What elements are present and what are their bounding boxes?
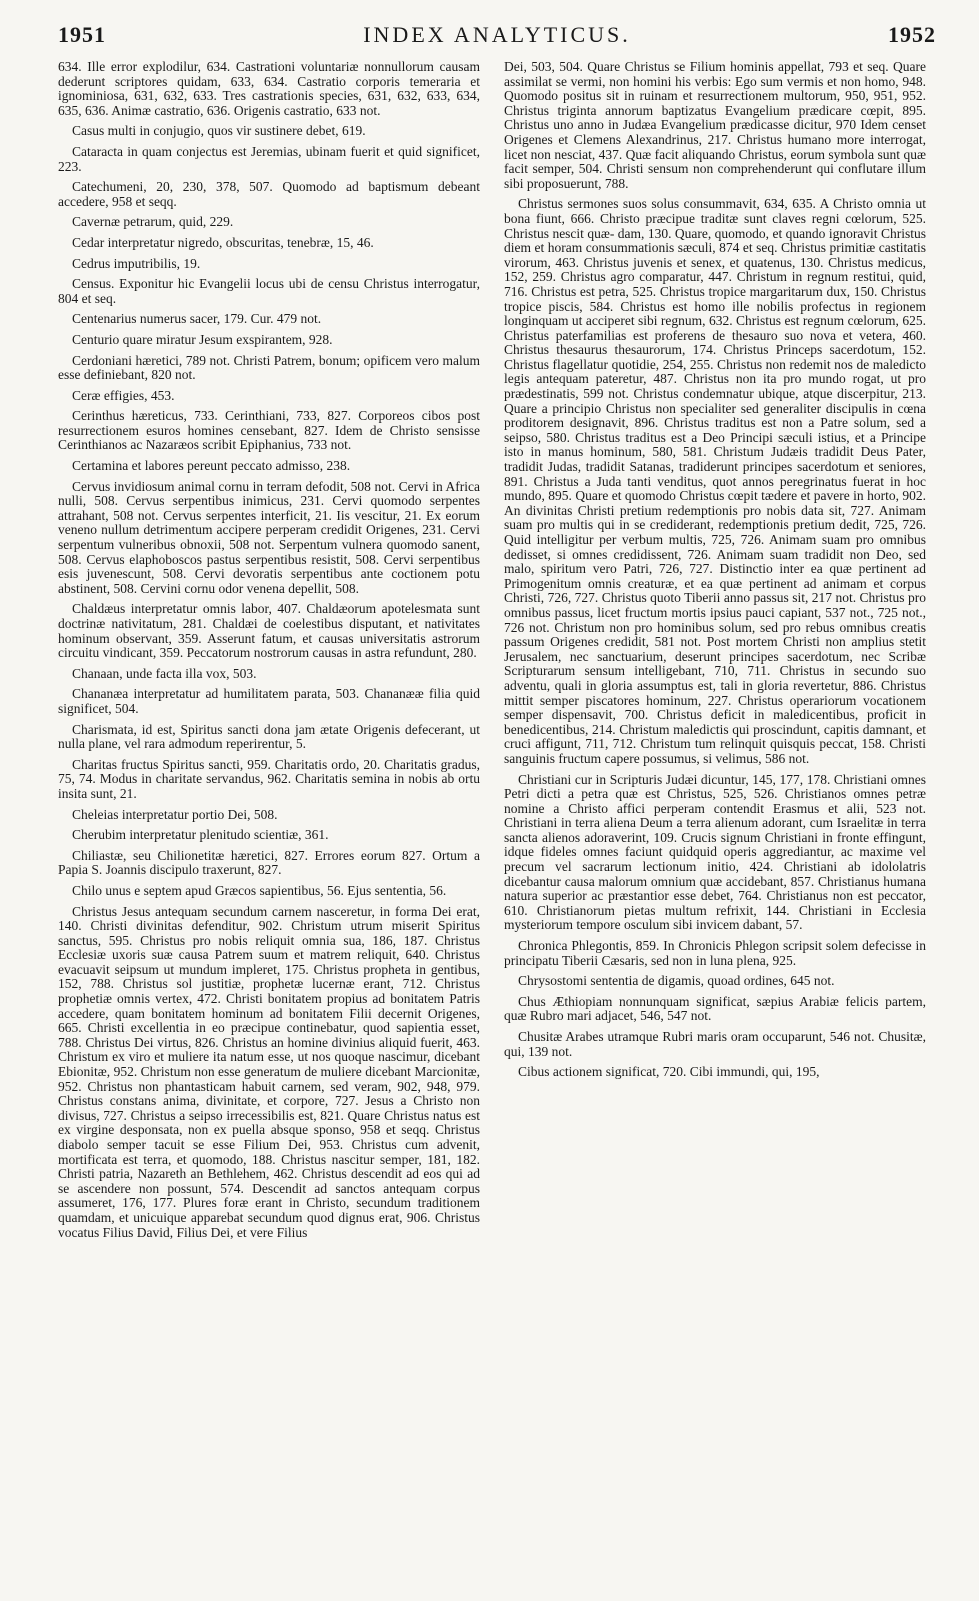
index-entry: Catechumeni, 20, 230, 378, 507. Quomodo ad baptismum debeant accedere, 958 et seqq. [58,179,480,209]
index-entry: Cherubim interpretatur plenitudo scientiæ, 361. [72,827,329,843]
right-column [504,60,926,1086]
index-entry: Chrysostomi sententia de digamis, quoad ordines, 645 not. [518,973,835,989]
index-entry: Cedar interpretatur nigredo, obscuritas, tenebræ, 15, 46. [72,234,374,250]
index-entry: Cerdoniani hæretici, 789 not. Christi Patrem, bonum; opificem vero malum esse definiebant, 820 not. [58,352,480,383]
page-header [58,22,936,48]
index-entry: Casus multi in conjugio, quos vir sustinere debet, 619. [72,123,366,139]
index-entry: Christus sermones suos solus consummavit, 634, 635. A Christo omnia ut bona fiunt, 666. Christo præcipue traditæ sunt claves regni cœlorum, 525. Christus nescit quæ- dam, 130. Quare, quomodo, et quando ignoravit Christus diem et horam consummationis sæculi, 874 et seq. Christus primitiæ castitatis virorum, 463. Christus juvenis et senex, et quatenus, 130. Christus medicus, 152, 259. Christus agro comparatur, 447. Christum in regnum restitui, quid, 716. Christus est petra, 525. Christus tropice margaritarum dux, 150. Christus tropice piscis, 584. Christus est homo ille nobilis profectus in regionem longinquam ut acciperet sibi regnum, 632. Christus est regnum cœlorum, 625. Christus paterfamilias est proferens de thesauro suo nova et vetera, 460. Christus thesaurus thesaurorum, 174. Christus Princeps sacerdotum, 152. Christus flagellatur quotidie, 254, 255. Christus non redemit nos de maledicto legis antequam pateretur, 487. Christus non ita pro mundo rogat, ut pro prædestinatis, 599 not. Christus condemnatur ubique, atque discerpitur, 213. Quare a principio Christus non specialiter sed generaliter discipulis in cœna proditorem designavit, 896. Christus traditus est non a Patre solum, sed a seipso, 580. Christus traditus est a Deo Principi sæculi istius, et a Principe isto in manus hominum, 580, 581. Christum Judæis tradidit Deus Pater, tradidit Judas, tradidit Satanas, tradiderunt principes sacerdotum et seniores, 891. Christus a Juda tanti venditus, quot annos peregrinatus fuerat in hoc mundo, 895. Quare et quomodo Christus cœpit tædere et pavere in horto, 902. An divinitas Christi pretium redemptionis pro nobis data sit, 727. Animam suam pro multis qui in se crediderant, redemptionis pretium dedit, 725, 726. Quid intelligitur per verbum multis, 725, 726. Animam suam pro omnibus dedisset, si omnes credidissent, 726. Animam suam tradidit non Deo, sed malo, spiritum vero Patri, 726, 727. Distinctio inter ea quæ pertinent ad Primogenitum omnis creaturæ, et ea quæ pertinent ad animam et corpus Christi, 726, 727. Christus quoto Tiberii anno passus sit, 217 not. Christus pro omnibus passus, licet fructum mortis ipsius pauci capiant, 537 not., 725 not., 726 not. Christum non pro hominibus solum, sed pro rebus omnibus creatis passum Origenes credidit, 581 not. Post mortem Christi non amplius stetit Jerusalem, nec sanctuarium, deserunt principes sacerdotum, nec Scribæ Scripturarum sensum intelligebant, 710, 711. Christus in secundo suo adventu, quali in gloria assumptus est, tali in gloria revertetur, 886. Christus mittit semper piscatores hominum, 227. Christus operariorum vocationem semper dispensavit, 700. Christus deficit in maledicentibus, proficit in benedicentibus, 214. Christum maledictis qui proscindunt, capitis damnant, et cruci affigunt, 711, 712. Christum tum relinquit quisquis peccat, 158. Christi sanguinis fructum capere possumus, si velimus, 586 not. [504,196,926,766]
index-entry: Christiani cur in Scripturis Judæi dicuntur, 145, 177, 178. Christiani omnes Petri dicti a petra quæ est Christus, 525, 526. Christianos omnes petræ nomine a Christo affici perperam contendit Erasmus et alii, 523 not. Christiani in terra aliena Deum a terra alienum adorant, cum Israelitæ in terra sancta alienos adoraverint, 109. Crucis signum Christiani in fronte effingunt, idque fideles omnes faciunt quidquid operis aggrediantur, ac maxime vel precum vel sacrarum lectionum initio, 424. Christiani ab idololatris dicebantur causa malorum omnium quæ accidebant, 857. Christianus humana natura superior ac præstantior esse debet, 764. Christianus non est peccator, 610. Christianorum pietas multum refrixit, 144. Christiani in Ecclesia mysteriorum tempore osculum sibi invicem dabant, 57. [504,771,926,933]
index-entry: Cataracta in quam conjectus est Jeremias, ubinam fuerit et quid significet, 223. [58,143,480,174]
left-column [58,60,480,1246]
index-entry: Chusitæ Arabes utramque Rubri maris oram occuparunt, 546 not. Chusitæ, qui, 139 not. [504,1029,926,1059]
index-entry: Charitas fructus Spiritus sancti, 959. Charitatis ordo, 20. Charitatis gradus, 75, 74. Modus in charitate servandus, 962. Charitatis semina in nobis ab ortu insita sunt, 21. [58,756,480,801]
index-entry: Chiliastæ, seu Chilionetitæ hæretici, 827. Errores eorum 827. Ortum a Papia S. Joannis discipulo traxerunt, 827. [58,847,480,878]
index-entry: Charismata, id est, Spiritus sancti dona jam ætate Origenis defecerant, ut nulla plane, vel rara admodum reperirentur, 5. [58,721,480,752]
index-entry: Certamina et labores pereunt peccato admisso, 238. [72,458,351,474]
left-page-number: 1951 [58,22,106,47]
index-entry: Ceræ effigies, 453. [72,387,175,403]
index-entry: Centenarius numerus sacer, 179. Cur. 479 not. [72,311,322,327]
right-page-number: 1952 [888,22,936,47]
index-entry: Chus Æthiopiam nonnunquam significat, sæpius Arabiæ felicis partem, quæ Rubro mari adjacet, 546, 547 not. [504,993,926,1024]
index-entry: Chaldæus interpretatur omnis labor, 407. Chaldæorum apotelesmata sunt doctrinæ nativitatum, 281. Chaldæi de coelestibus disputant, et nativitates hominum observant, 359. Asserunt fatum, et causas universitatis astrorum circuitu vindicant, 359. Peccatorum nostrorum causas in astra refundunt, 280. [58,601,480,661]
index-entry: Chilo unus e septem apud Græcos sapientibus, 56. Ejus sententia, 56. [72,882,447,898]
index-entry: Centurio quare miratur Jesum exspirantem, 928. [72,331,333,347]
index-entry: 634. Ille error explodilur, 634. Castrationi voluntariæ nonnullorum causam dederunt scriptores quidam, 633, 634. Castratio corporis temeraria et ignominiosa, 631, 632, 633. Tres castrationis species, 631, 632, 633, 634, 635, 636. Animæ castratio, 636. Origenis castratio, 633 not. [58,59,480,118]
index-entry: Cavernæ petrarum, quid, 229. [72,214,234,230]
index-entry: Cedrus imputribilis, 19. [72,255,201,271]
index-entry: Cervus invidiosum animal cornu in terram defodit, 508 not. Cervi in Africa nulli, 508. Cervus serpentibus inimicus, 231. Cervi quomodo serpentes attrahant, 508 not. Cervus serpentes interficit, 21. Iis vescitur, 21. Ex eorum veneno nullum detrimentum accipere perperam credidit Origenes, 231. Cervi serpentum vulneribus obnoxii, 508 not. Serpentum vulnera quomodo sanent, 508. Cervus elaphoboscos pastus serpentibus resistit, 508. Cervi serpentibus esis juvenescunt, 508. Cervi devoratis serpentibus ante coctionem potu abstinent, 508. Cervini cornu odor venena depellit, 508. [58,478,480,596]
index-entry: Chananæa interpretatur ad humilitatem parata, 503. Chananææ filia quid significet, 504. [58,686,480,716]
index-entry: Census. Exponitur hic Evangelii locus ubi de censu Christus interrogatur, 804 et seq. [58,276,480,306]
index-entry: Cerinthus hæreticus, 733. Cerinthiani, 733, 827. Corporeos cibos post resurrectionem esuros homines censebant, 827. Idem de Christo sensisse Cerinthianos ac Nazaræos scribit Epiphanius, 733 not. [58,408,480,453]
index-entry: Christus Jesus antequam secundum carnem nasceretur, in forma Dei erat, 140. Christi divinitas defenditur, 902. Christum utrum miserit Spiritus sanctus, 595. Christus pro nobis reliquit omnia sua, 186, 187. Christus Ecclesiæ uxoris suæ causa Patrem suum et matrem reliquit, 640. Christus evacuavit seipsum ut mundum impleret, 175. Christus propheta in gentibus, 152, 788. Christus sol justitiæ, prophetæ lucernæ erant, 712. Christus prophetiæ omnis vertex, 472. Christi bonitatem propius ad bonitatem Patris accedere, quam bonitatem hominum ad bonitatem Filii decernit Origenes, 665. Christi excellentia in eo præcipue continebatur, quod sapientia esset, 788. Christus Dei virtus, 826. Christus an homine divinius aliquid fuerit, 463. Christum ex viro et muliere ita natum esse, ut nos quoque nascimur, dicebant Ebionitæ, 952. Christum non esse generatum de muliere dicebant Marcionitæ, 952. Christus non phantasticam habuit carnem, sed veram, 902, 948, 979. Christus constans anima, divinitate, et corpore, 727. Jesus a Christo non divisus, 727. Christus a seipso irrecessibilis est, 821. Quare Christus natus est ex virgine desponsata, non ex puella absque sponso, 958 et seqq. Christus diabolo semper tacuit se esse Filium Dei, 953. Christus cum advenit, mortificata est terra, et quomodo, 188. Christus nascitur semper, 181, 182. Christi patria, Nazareth an Bethlehem, 462. Christus descendit ad eos qui ad se ascendere non possunt, 574. Descendit ad sanctos antequam corpus assumeret, 176, 177. Plures foræ erant in Christo, secundum traditionem quamdam, et unicuique apparebat secundum quod dignus erat, 906. Christus vocatus Filius David, Filius Dei, et vere Filius [58,903,480,1240]
index-entry: Cibus actionem significat, 720. Cibi immundi, qui, 195, [518,1064,820,1080]
page-title: INDEX ANALYTICUS. [363,22,631,47]
index-entry: Chronica Phlegontis, 859. In Chronicis Phlegon scripsit solem defecisse in principatu Tiberii Cæsaris, sed non in luna plena, 925. [504,938,926,968]
index-entry: Dei, 503, 504. Quare Christus se Filium hominis appellat, 793 et seq. Quare assimilat se vermi, non homini his verbis: Ego sum vermis et non homo, 948. Quomodo positus sit in ruinam et resurrectionem multorum, 950, 951, 952. Christus triginta annorum baptizatus Evangelium prædicare cœpit, 895. Christus uno anno in Judæa Evangelium prædicasse dicitur, 970 Idem censet Origenes et Clemens Alexandrinus, 217. Christus humano more interrogat, licet non nesciat, 437. Quæ facit aliquando Christus, eorum symbola sunt quæ facit semper, 504. Christi sensum non comprehenderunt qui conflutare illum sibi proposuerunt, 788. [504,59,926,191]
index-entry: Cheleias interpretatur portio Dei, 508. [72,806,278,822]
index-entry: Chanaan, unde facta illa vox, 503. [72,665,257,681]
